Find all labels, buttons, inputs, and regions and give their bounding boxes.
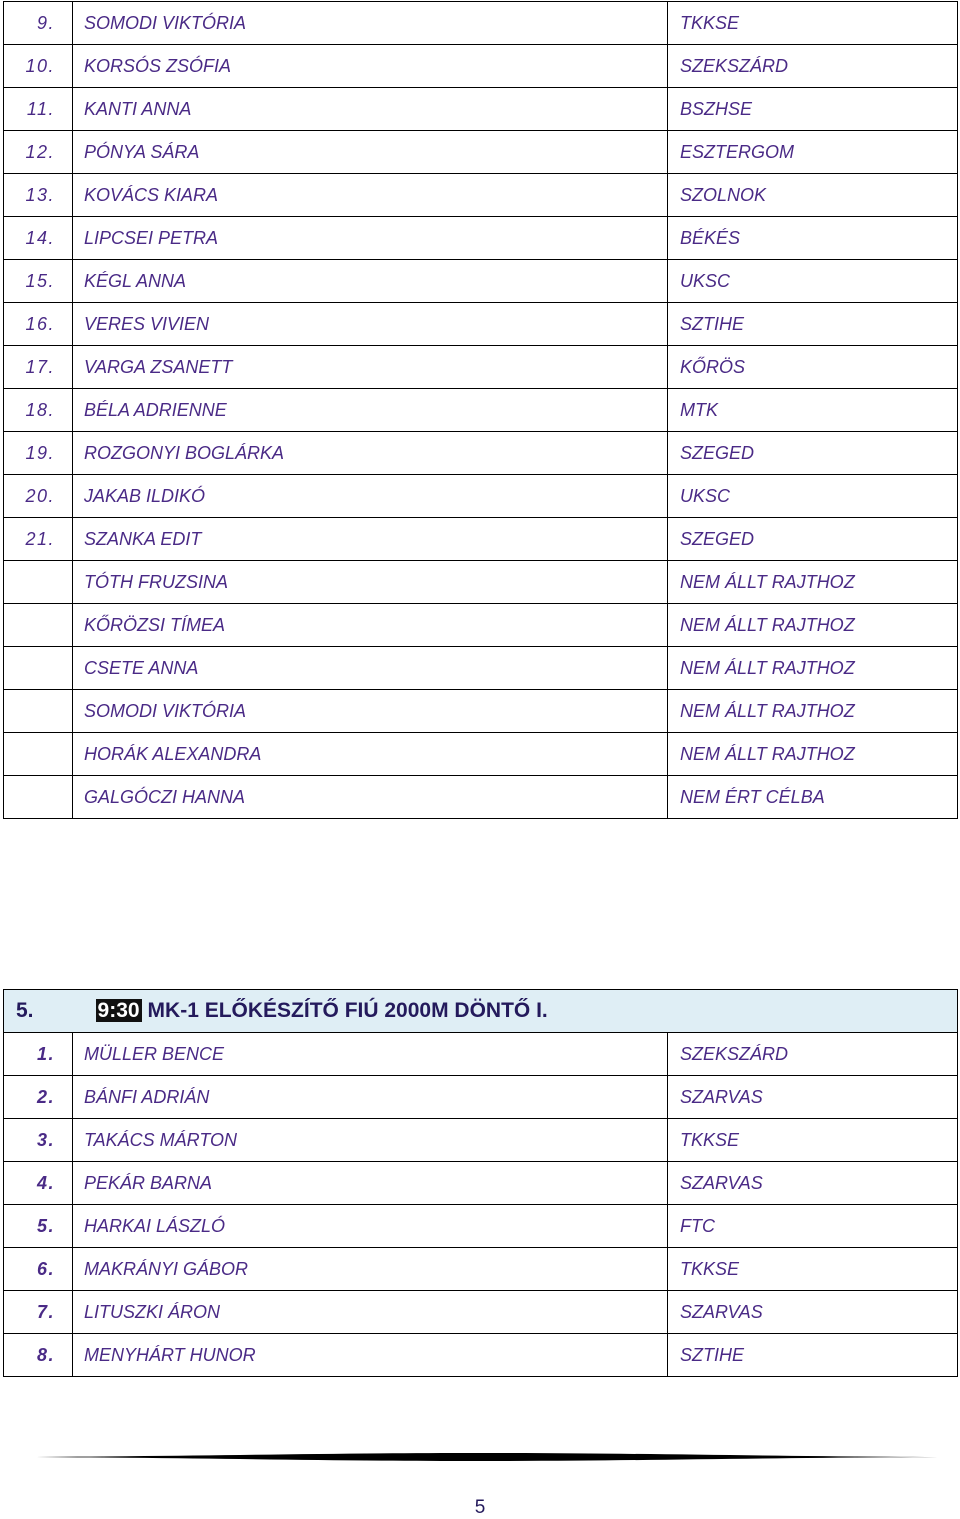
table-row — [4, 1119, 958, 1162]
rank-cell: 6. — [4, 1248, 73, 1291]
name-cell: KORSÓS ZSÓFIA — [73, 45, 668, 88]
name-cell: HARKAI LÁSZLÓ — [73, 1205, 668, 1248]
rank-cell — [4, 690, 73, 733]
name-cell: KANTI ANNA — [73, 88, 668, 131]
name-cell: SOMODI VIKTÓRIA — [73, 2, 668, 45]
name-cell: PÓNYA SÁRA — [73, 131, 668, 174]
table-row — [4, 260, 958, 303]
club-cell: SZEKSZÁRD — [668, 45, 958, 88]
name-cell: PEKÁR BARNA — [73, 1162, 668, 1205]
club-cell: NEM ÁLLT RAJTHOZ — [668, 690, 958, 733]
rank-cell: 9. — [4, 2, 73, 45]
table-row — [4, 1248, 958, 1291]
club-cell: TKKSE — [668, 1119, 958, 1162]
club-cell: SZARVAS — [668, 1076, 958, 1119]
table-row — [4, 2, 958, 45]
table-row — [4, 604, 958, 647]
table-row — [4, 561, 958, 604]
rank-cell: 18. — [4, 389, 73, 432]
club-cell: NEM ÁLLT RAJTHOZ — [668, 604, 958, 647]
club-cell: NEM ÁLLT RAJTHOZ — [668, 733, 958, 776]
table-row — [4, 518, 958, 561]
rank-cell: 15. — [4, 260, 73, 303]
table-row — [4, 174, 958, 217]
table-row — [4, 131, 958, 174]
page-number: 5 — [474, 1497, 486, 1518]
name-cell: ROZGONYI BOGLÁRKA — [73, 432, 668, 475]
results-table-continued — [3, 1, 958, 819]
table-row — [4, 217, 958, 260]
footer-rule — [22, 1452, 938, 1462]
name-cell: LIPCSEI PETRA — [73, 217, 668, 260]
table-row — [4, 1334, 958, 1377]
rank-cell: 14. — [4, 217, 73, 260]
name-cell: MÜLLER BENCE — [73, 1033, 668, 1076]
table-row — [4, 88, 958, 131]
table-row — [4, 733, 958, 776]
table-row — [4, 389, 958, 432]
name-cell: KOVÁCS KIARA — [73, 174, 668, 217]
rank-cell: 5. — [4, 1205, 73, 1248]
table-row — [4, 1205, 958, 1248]
rank-cell: 1. — [4, 1033, 73, 1076]
club-cell: KŐRÖS — [668, 346, 958, 389]
rank-cell: 2. — [4, 1076, 73, 1119]
club-cell: UKSC — [668, 260, 958, 303]
rank-cell: 16. — [4, 303, 73, 346]
table-row — [4, 1291, 958, 1334]
rank-cell: 20. — [4, 475, 73, 518]
club-cell: NEM ÁLLT RAJTHOZ — [668, 561, 958, 604]
rank-cell — [4, 733, 73, 776]
event-header-row — [4, 990, 958, 1033]
table-row — [4, 346, 958, 389]
name-cell: JAKAB ILDIKÓ — [73, 475, 668, 518]
table-row — [4, 432, 958, 475]
rank-cell — [4, 776, 73, 819]
results-table-body — [4, 2, 958, 819]
event-5-table-body — [4, 990, 958, 1377]
name-cell: SOMODI VIKTÓRIA — [73, 690, 668, 733]
rank-cell: 8. — [4, 1334, 73, 1377]
club-cell: SZARVAS — [668, 1291, 958, 1334]
rank-cell: 4. — [4, 1162, 73, 1205]
club-cell: FTC — [668, 1205, 958, 1248]
club-cell: MTK — [668, 389, 958, 432]
table-row — [4, 303, 958, 346]
event-header-cell — [4, 990, 958, 1033]
club-cell: SZEGED — [668, 518, 958, 561]
table-row — [4, 45, 958, 88]
club-cell: SZARVAS — [668, 1162, 958, 1205]
name-cell: TAKÁCS MÁRTON — [73, 1119, 668, 1162]
name-cell: MAKRÁNYI GÁBOR — [73, 1248, 668, 1291]
name-cell: KŐRÖZSI TÍMEA — [73, 604, 668, 647]
table-row — [4, 1033, 958, 1076]
name-cell: BÁNFI ADRIÁN — [73, 1076, 668, 1119]
name-cell: KÉGL ANNA — [73, 260, 668, 303]
name-cell: MENYHÁRT HUNOR — [73, 1334, 668, 1377]
rank-cell: 19. — [4, 432, 73, 475]
rank-cell — [4, 647, 73, 690]
event-title: MK-1 ELŐKÉSZÍTŐ FIÚ 2000M DÖNTŐ I. — [147, 999, 548, 1022]
name-cell: GALGÓCZI HANNA — [73, 776, 668, 819]
name-cell: HORÁK ALEXANDRA — [73, 733, 668, 776]
name-cell: CSETE ANNA — [73, 647, 668, 690]
club-cell: SZTIHE — [668, 303, 958, 346]
rank-cell: 13. — [4, 174, 73, 217]
table-row — [4, 1162, 958, 1205]
club-cell: SZTIHE — [668, 1334, 958, 1377]
club-cell: SZEKSZÁRD — [668, 1033, 958, 1076]
club-cell: NEM ÉRT CÉLBA — [668, 776, 958, 819]
event-time: 9:30 — [97, 999, 140, 1022]
club-cell: UKSC — [668, 475, 958, 518]
rank-cell: 10. — [4, 45, 73, 88]
event-5-results-table — [3, 989, 958, 1377]
club-cell: BSZHSE — [668, 88, 958, 131]
rank-cell: 12. — [4, 131, 73, 174]
rank-cell: 11. — [4, 88, 73, 131]
rank-cell: 21. — [4, 518, 73, 561]
rank-cell — [4, 561, 73, 604]
table-row — [4, 776, 958, 819]
name-cell: VARGA ZSANETT — [73, 346, 668, 389]
club-cell: BÉKÉS — [668, 217, 958, 260]
table-row — [4, 1076, 958, 1119]
rank-cell: 17. — [4, 346, 73, 389]
club-cell: NEM ÁLLT RAJTHOZ — [668, 647, 958, 690]
club-cell: TKKSE — [668, 2, 958, 45]
name-cell: LITUSZKI ÁRON — [73, 1291, 668, 1334]
rank-cell: 7. — [4, 1291, 73, 1334]
table-row — [4, 475, 958, 518]
club-cell: TKKSE — [668, 1248, 958, 1291]
table-row — [4, 690, 958, 733]
rank-cell — [4, 604, 73, 647]
club-cell: SZOLNOK — [668, 174, 958, 217]
table-row — [4, 647, 958, 690]
name-cell: SZANKA EDIT — [73, 518, 668, 561]
name-cell: VERES VIVIEN — [73, 303, 668, 346]
name-cell: BÉLA ADRIENNE — [73, 389, 668, 432]
club-cell: ESZTERGOM — [668, 131, 958, 174]
club-cell: SZEGED — [668, 432, 958, 475]
rank-cell: 3. — [4, 1119, 73, 1162]
event-number: 5. — [16, 999, 34, 1022]
name-cell: TÓTH FRUZSINA — [73, 561, 668, 604]
